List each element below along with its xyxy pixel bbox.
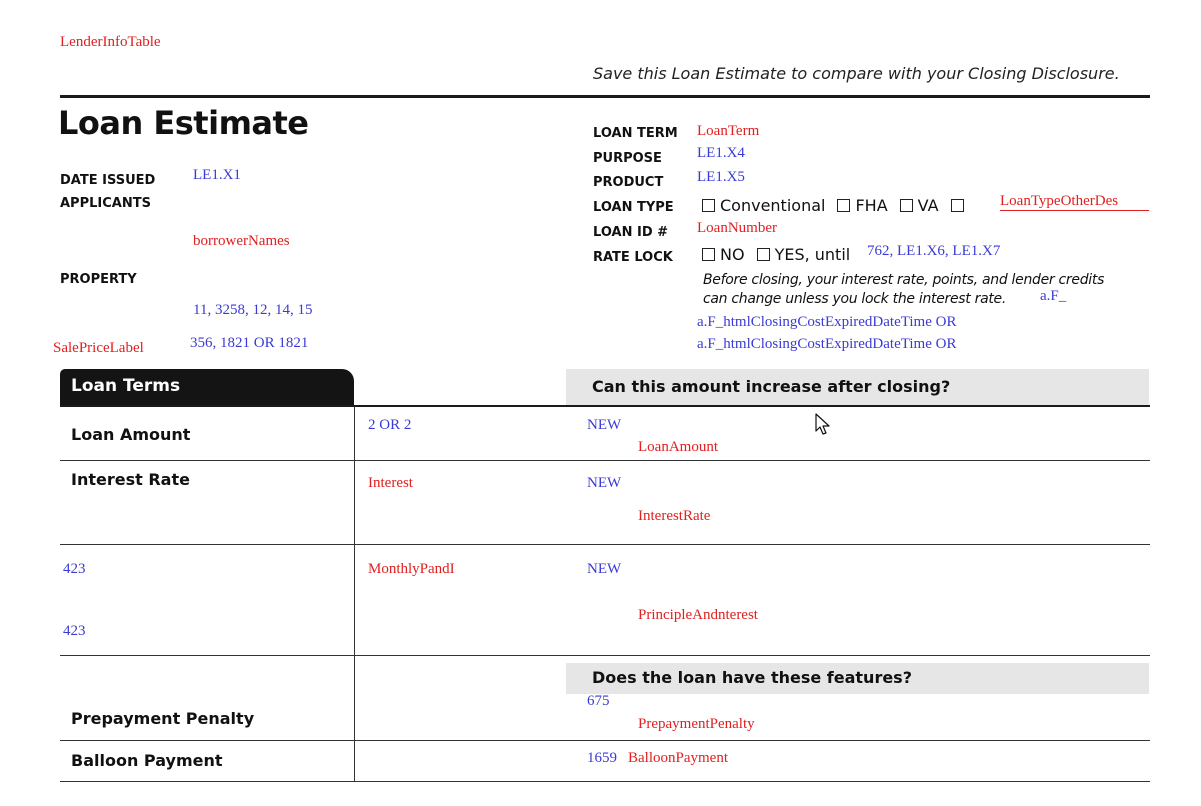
rate-lock-value: 762, LE1.X6, LE1.X7 — [867, 243, 1001, 259]
checkbox-icon — [702, 248, 715, 261]
balloon-label: Balloon Payment — [71, 751, 223, 770]
monthly-label-top: 423 — [63, 561, 86, 577]
interest-rate-answer: NEW — [587, 475, 622, 491]
interest-rate-value: Interest — [368, 475, 413, 491]
row-divider — [60, 544, 1150, 545]
save-note: Save this Loan Estimate to compare with your Closing Disclosure. — [593, 64, 1120, 83]
checkbox-icon — [837, 199, 850, 212]
loan-terms-tab-label: Loan Terms — [71, 376, 181, 396]
loan-id-value: LoanNumber — [697, 220, 777, 236]
monthly-label-bottom: 423 — [63, 623, 86, 639]
features-header: Does the loan have these features? — [592, 668, 912, 687]
interest-rate-field: InterestRate — [638, 508, 711, 524]
loan-amount-label: Loan Amount — [71, 425, 191, 444]
header-rule — [60, 95, 1150, 98]
loan-term-value: LoanTerm — [697, 123, 760, 139]
mouse-cursor-icon — [815, 413, 831, 442]
checkbox-icon — [702, 199, 715, 212]
loan-type-conventional[interactable]: Conventional — [702, 196, 825, 215]
date-issued-value: LE1.X1 — [193, 167, 241, 183]
checkbox-icon — [951, 199, 964, 212]
balloon-code: 1659 — [587, 750, 617, 766]
checkbox-icon — [757, 248, 770, 261]
applicants-value: borrowerNames — [193, 233, 290, 249]
rate-lock-note-2: can change unless you lock the interest rate. — [703, 291, 1007, 307]
product-value: LE1.X5 — [697, 169, 745, 185]
prepayment-label: Prepayment Penalty — [71, 709, 255, 728]
balloon-field: BalloonPayment — [628, 750, 728, 766]
interest-rate-label: Interest Rate — [71, 470, 190, 489]
sale-price-label: SalePriceLabel — [53, 340, 144, 356]
loan-amount-field: LoanAmount — [638, 439, 718, 455]
loan-type-other[interactable] — [951, 196, 969, 215]
rate-lock-label: RATE LOCK — [593, 250, 673, 265]
applicants-label: APPLICANTS — [60, 196, 151, 211]
sale-price-value: 356, 1821 OR 1821 — [190, 335, 309, 351]
column-divider — [354, 407, 355, 782]
property-label: PROPERTY — [60, 272, 137, 287]
date-issued-label: DATE ISSUED — [60, 173, 156, 188]
rate-lock-no[interactable]: NO — [702, 245, 745, 264]
table-bottom-rule — [60, 781, 1150, 782]
table-top-rule — [60, 405, 1150, 407]
monthly-answer: NEW — [587, 561, 622, 577]
loan-type-options — [702, 196, 969, 215]
page-title: Loan Estimate — [58, 104, 309, 142]
loan-type-fha[interactable]: FHA — [837, 196, 887, 215]
loan-type-va[interactable]: VA — [900, 196, 939, 215]
increase-header: Can this amount increase after closing? — [592, 377, 951, 396]
product-label: PRODUCT — [593, 175, 664, 190]
loan-term-label: LOAN TERM — [593, 126, 678, 141]
closing-cost-line-2: a.F_htmlClosingCostExpiredDateTime OR — [697, 336, 957, 352]
row-divider — [60, 655, 1150, 656]
row-divider — [60, 740, 1150, 741]
checkbox-icon — [900, 199, 913, 212]
purpose-label: PURPOSE — [593, 151, 662, 166]
rate-lock-options — [702, 245, 850, 264]
monthly-field: PrincipleAndnterest — [638, 607, 758, 623]
closing-cost-line-1: a.F_htmlClosingCostExpiredDateTime OR — [697, 314, 957, 330]
prepayment-field: PrepaymentPenalty — [638, 716, 755, 732]
prepayment-code: 675 — [587, 693, 610, 709]
rate-lock-note-ref: a.F_ — [1040, 288, 1067, 304]
rate-lock-note-1: Before closing, your interest rate, points, and lender credits — [703, 272, 1105, 288]
row-divider — [60, 460, 1150, 461]
property-value: 11, 3258, 12, 14, 15 — [193, 302, 313, 318]
loan-type-label: LOAN TYPE — [593, 200, 674, 215]
purpose-value: LE1.X4 — [697, 145, 745, 161]
loan-id-label: LOAN ID # — [593, 225, 669, 240]
lender-info-table: LenderInfoTable — [60, 34, 161, 50]
rate-lock-yes[interactable]: YES, until — [757, 245, 851, 264]
monthly-value: MonthlyPandI — [368, 561, 455, 577]
loan-amount-value: 2 OR 2 — [368, 417, 412, 433]
loan-amount-answer: NEW — [587, 417, 622, 433]
loan-type-other-input[interactable]: LoanTypeOtherDes — [1000, 193, 1149, 211]
